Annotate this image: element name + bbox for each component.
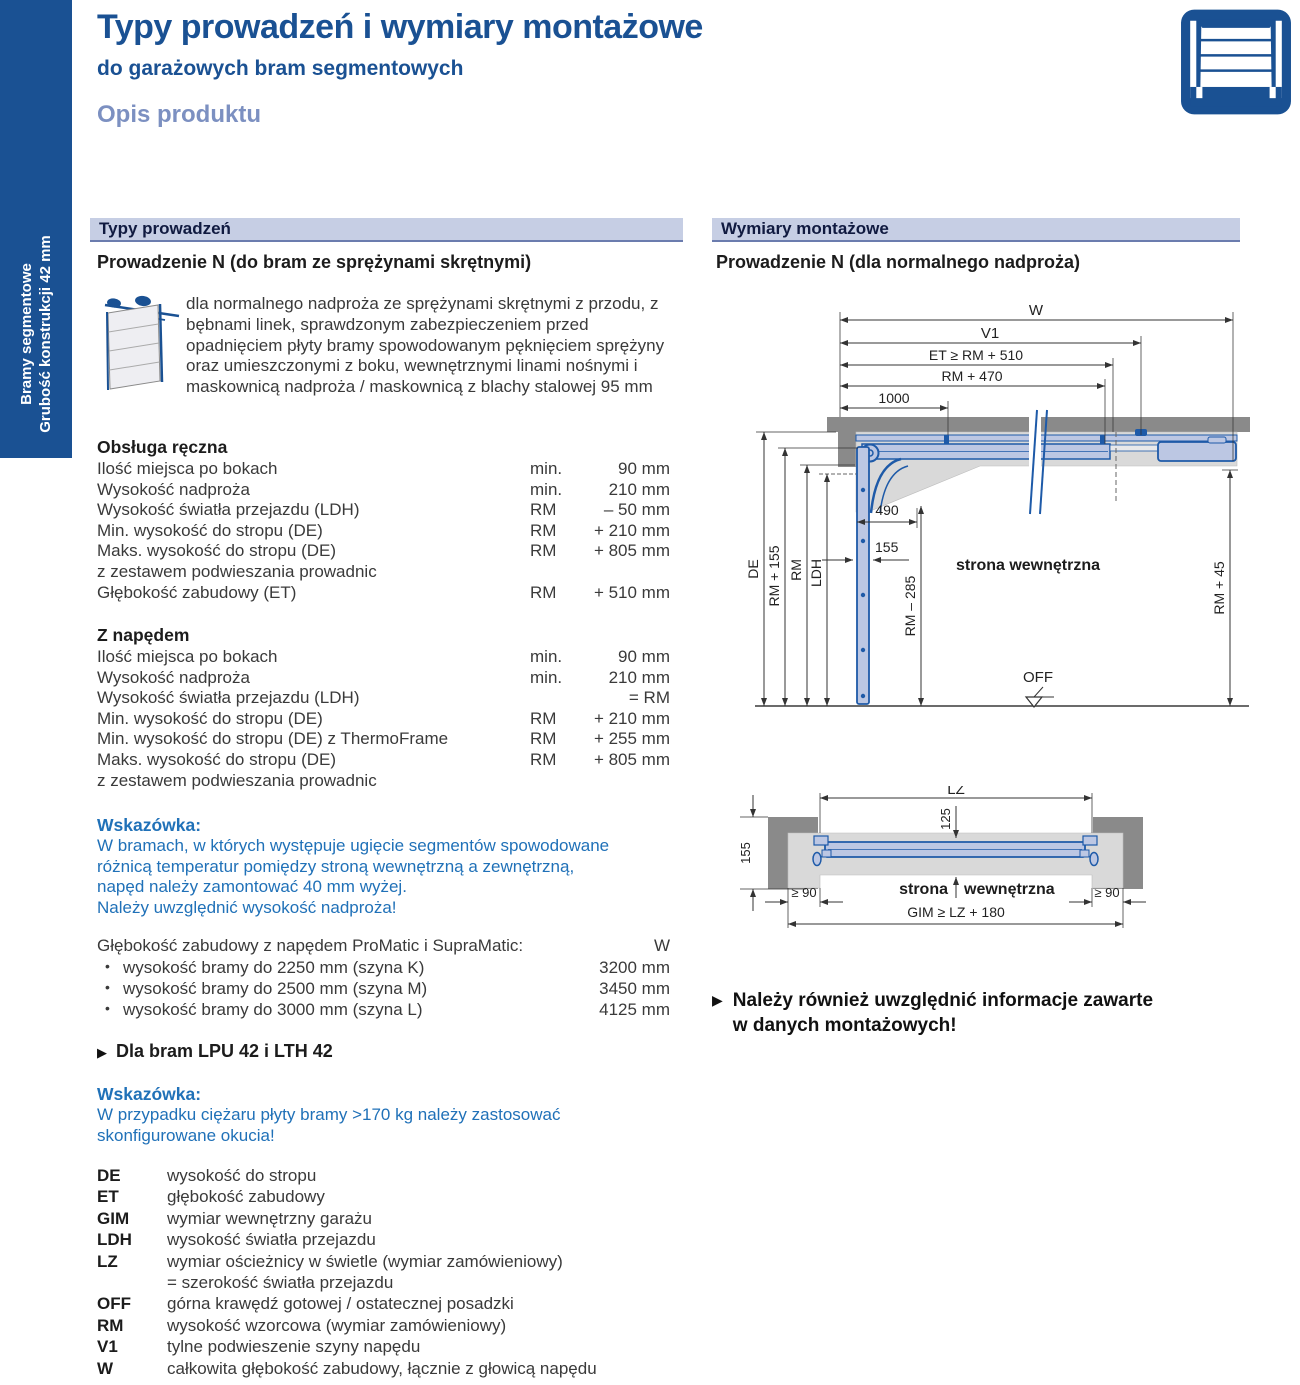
- hint-line: Należy uwzględnić wysokość nadproża!: [97, 897, 397, 917]
- legend-row: [97, 1358, 677, 1379]
- item-value: 3200 mm: [599, 958, 670, 977]
- row-label: Wysokość światła przejazdu (LDH): [97, 688, 360, 708]
- legend-term: LZ: [97, 1251, 118, 1271]
- table-row: [97, 500, 670, 521]
- table-row: [97, 647, 670, 668]
- bullet-icon: •: [105, 958, 110, 974]
- row-ref: min.: [530, 647, 563, 666]
- with-drive-table: [97, 625, 670, 791]
- roller-left: [813, 853, 821, 866]
- installation-note: [712, 988, 1153, 1038]
- dim-label-v1: V1: [980, 325, 1000, 342]
- row-label: Maks. wysokość do stropu (DE): [97, 749, 337, 769]
- legend-row: [97, 1165, 677, 1186]
- sidebar-vertical-text: [0, 0, 72, 458]
- legend-term: LDH: [97, 1230, 132, 1250]
- end-bracket-right: [1083, 836, 1097, 845]
- dim-label-et: ET ≥ RM + 510: [928, 347, 1024, 363]
- dim-label-w: W: [1028, 302, 1044, 319]
- list-item: [97, 958, 670, 979]
- row-value: = RM: [628, 688, 670, 708]
- table-row: [97, 729, 670, 750]
- hint-line: W bramach, w których występuje ugięcie segmentów spowodowane: [97, 836, 610, 855]
- row-value: 90 mm: [618, 459, 670, 478]
- legend-term: RM: [97, 1315, 124, 1335]
- list-item: [97, 979, 670, 1000]
- row-ref: min.: [530, 667, 563, 687]
- table-row: [97, 541, 670, 562]
- row-ref: min.: [530, 459, 563, 478]
- row-ref: RM: [530, 582, 557, 602]
- row-value: 210 mm: [608, 479, 670, 499]
- row-label: Wysokość nadproża: [97, 667, 250, 687]
- dim-label-155: 155: [738, 842, 753, 864]
- legend-desc: tylne podwieszenie szyny napędu: [167, 1337, 421, 1357]
- row-ref: RM: [530, 749, 557, 769]
- off-label: OFF: [1023, 669, 1053, 686]
- row-label: Wysokość światła przejazdu (LDH): [97, 500, 360, 520]
- dim-label-de: DE: [745, 559, 761, 579]
- plan-view-diagram: [710, 786, 1250, 951]
- note-line-2: w danych montażowych!: [732, 1015, 957, 1036]
- inside-label-right: wewnętrzna: [964, 881, 1055, 898]
- legend-row: [97, 1293, 677, 1314]
- row-value: + 210 mm: [593, 520, 670, 540]
- row-value: + 805 mm: [593, 749, 670, 769]
- drive-motor-head: [1158, 442, 1236, 461]
- table-row: [97, 709, 670, 730]
- legend-term: W: [97, 1358, 114, 1378]
- page-subtitle: do garażowych bram segmentowych: [97, 57, 464, 80]
- item-label: wysokość bramy do 3000 mm (szyna L): [123, 1000, 423, 1019]
- table-row: [97, 688, 670, 709]
- note-line-1: Należy również uwzględnić informacje zawarte: [732, 990, 1154, 1011]
- hint-block-1: [97, 814, 670, 918]
- right-heading: Prowadzenie N (dla normalnego nadproża): [716, 252, 1081, 272]
- triangle-right-icon: ▶: [712, 992, 723, 1008]
- legend-desc: całkowita głębokość zabudowy, łącznie z głowicą napędu: [167, 1358, 597, 1378]
- dim-label-490: 490: [875, 502, 899, 518]
- sidebar-line-1: Bramy segmentowe: [18, 263, 35, 405]
- row-ref: RM: [530, 541, 557, 561]
- legend-desc: wysokość światła przejazdu: [167, 1230, 376, 1250]
- row-ref: RM: [530, 520, 557, 540]
- row-value: + 805 mm: [593, 541, 670, 561]
- bullet-icon: •: [105, 1000, 110, 1016]
- legend-desc: głębokość zabudowy: [167, 1187, 325, 1207]
- row-label: z zestawem podwieszania prowadnic: [97, 770, 377, 790]
- left-heading: Prowadzenie N (do bram ze sprężynami skrętnymi): [97, 252, 532, 272]
- manual-title: Obsługa ręczna: [97, 437, 228, 457]
- hinge-right: [1080, 850, 1089, 857]
- hint-title: Wskazówka:: [97, 815, 202, 835]
- list-item: [97, 1000, 670, 1021]
- legend-desc-line2: = szerokość światła przejazdu: [167, 1273, 394, 1293]
- legend-term: GIM: [97, 1208, 130, 1228]
- legend-desc: wymiar wewnętrzny garażu: [167, 1208, 373, 1228]
- roller-right: [1090, 853, 1098, 866]
- row-label: Głębokość zabudowy (ET): [97, 582, 297, 602]
- for-doors-text: Dla bram LPU 42 i LTH 42: [116, 1041, 333, 1061]
- note-text: [733, 988, 1153, 1038]
- table-row: [97, 459, 670, 480]
- table-row: [97, 668, 670, 689]
- row-value: + 210 mm: [593, 708, 670, 728]
- door-panel: [857, 447, 869, 704]
- sidebar-line-2: Grubość konstrukcji 42 mm: [37, 235, 54, 433]
- rail-to-motor: [1110, 445, 1160, 451]
- row-label: Min. wysokość do stropu (DE): [97, 520, 323, 540]
- item-label: wysokość bramy do 2500 mm (szyna M): [123, 979, 428, 998]
- depth-header-label: Głębokość zabudowy z napędem ProMatic i SupraMatic:: [97, 936, 524, 955]
- drive-title: Z napędem: [97, 625, 190, 645]
- hint-line: skonfigurowane okucia!: [97, 1125, 275, 1145]
- garage-door-brand-icon: [1180, 8, 1292, 121]
- page-title: Typy prowadzeń i wymiary montażowe: [97, 8, 703, 46]
- dim-label-rm470: RM + 470: [941, 368, 1003, 384]
- hint-title: Wskazówka:: [97, 1084, 202, 1104]
- panel-header-left: Typy prowadzeń: [90, 218, 683, 242]
- sidebar-tab: [0, 0, 72, 458]
- row-label: Min. wysokość do stropu (DE): [97, 708, 323, 728]
- dim-label-rm285: RM – 285: [902, 575, 918, 637]
- table-row: [97, 750, 670, 771]
- section-label: Opis produktu: [97, 101, 261, 128]
- row-label: Ilość miejsca po bokach: [97, 459, 278, 478]
- legend-row: [97, 1186, 677, 1207]
- row-label: Wysokość nadproża: [97, 479, 250, 499]
- intro-paragraph: dla normalnego nadproża ze sprężynami skrętnymi z przodu, z bębnami linek, sprawdzonym zabezpieczeniem przed opadnięciem płyty bramy spowodowanym pęknięciem sprężyny oraz umieszczonymi z boku, wewnętrznymi linami nośnymi i maskownicą nadproża / maskownicą z blachy stalowej 95 mm: [186, 294, 665, 397]
- table-row: [97, 771, 670, 792]
- legend-desc: górna krawędź gotowej / ostatecznej posadzki: [167, 1294, 514, 1314]
- hint-line: napęd należy zamontować 40 mm wyżej.: [97, 877, 407, 897]
- row-value: 210 mm: [608, 667, 670, 687]
- legend-desc: wysokość wzorcowa (wymiar zamówieniowy): [167, 1315, 507, 1335]
- depth-header: [97, 936, 670, 958]
- row-value: + 510 mm: [593, 582, 670, 602]
- end-bracket-left: [814, 836, 828, 845]
- dim-label-125: 125: [938, 808, 953, 830]
- row-label: Maks. wysokość do stropu (DE): [97, 541, 337, 561]
- hint-line: różnicą temperatur pomiędzy stroną wewnętrzną a zewnętrzną,: [97, 856, 575, 876]
- panel-header-right: Wymiary montażowe: [712, 218, 1240, 242]
- row-label: Min. wysokość do stropu (DE) z ThermoFrame: [97, 729, 449, 749]
- table-row: [97, 583, 670, 604]
- sectional-door-icon: [99, 292, 181, 411]
- row-value: 90 mm: [618, 647, 670, 666]
- dim-label-rm: RM: [788, 559, 804, 581]
- row-value: + 255 mm: [593, 729, 670, 749]
- motor-detail: [1208, 437, 1226, 443]
- table-row: [97, 521, 670, 542]
- inside-label: strona wewnętrzna: [955, 557, 1101, 574]
- item-value: 4125 mm: [599, 1000, 670, 1019]
- item-value: 3450 mm: [599, 979, 670, 998]
- legend-desc: wysokość do stropu: [167, 1166, 317, 1185]
- triangle-right-icon: ▶: [97, 1045, 107, 1060]
- row-label: z zestawem podwieszania prowadnic: [97, 561, 377, 581]
- for-doors-line: [97, 1041, 333, 1062]
- dim-label-155: 155: [875, 539, 899, 555]
- table-row: [97, 480, 670, 501]
- row-ref: RM: [530, 708, 557, 728]
- legend-row: [97, 1208, 677, 1229]
- bullet-icon: •: [105, 979, 110, 995]
- dim-label-ge90-left: ≥ 90: [791, 885, 817, 900]
- legend-term: V1: [97, 1337, 118, 1357]
- dim-label-gim: GIM ≥ LZ + 180: [907, 904, 1005, 920]
- hinge-left: [822, 850, 831, 857]
- legend-row: [97, 1251, 677, 1294]
- legend-desc: [167, 1251, 677, 1294]
- row-ref: RM: [530, 500, 557, 520]
- depth-header-unit: W: [653, 936, 670, 955]
- legend-row: [97, 1229, 677, 1250]
- hint-line: W przypadku ciężaru płyty bramy >170 kg należy zastosować: [97, 1105, 561, 1124]
- installation-depth-list: [97, 936, 670, 1021]
- row-label: Ilość miejsca po bokach: [97, 647, 278, 666]
- legend-row: [97, 1336, 677, 1357]
- dim-label-rm155: RM + 155: [766, 545, 782, 607]
- lintel-block: [838, 417, 856, 467]
- dim-label-rm45: RM + 45: [1211, 561, 1227, 615]
- legend-term: DE: [97, 1166, 121, 1185]
- legend-term: OFF: [97, 1294, 131, 1314]
- dim-label-1000: 1000: [878, 390, 910, 406]
- legend-desc-line1: wymiar ościeżnicy w świetle (wymiar zamówieniowy): [167, 1251, 563, 1271]
- operator-rail: [856, 435, 1237, 441]
- manual-operation-table: [97, 437, 670, 603]
- table-row: [97, 562, 670, 583]
- hint-block-2: [97, 1083, 670, 1146]
- side-view-diagram: [710, 298, 1250, 723]
- row-ref: RM: [530, 729, 557, 749]
- legend-row: [97, 1315, 677, 1336]
- inside-label-left: strona: [899, 881, 948, 898]
- dim-label-ldh: LDH: [808, 558, 824, 588]
- row-ref: min.: [530, 479, 563, 499]
- legend-term: ET: [97, 1187, 119, 1207]
- abbreviation-legend: [97, 1165, 677, 1379]
- row-value: – 50 mm: [603, 500, 670, 520]
- dim-label-lz: LZ: [947, 786, 965, 798]
- item-label: wysokość bramy do 2250 mm (szyna K): [123, 958, 425, 977]
- dim-label-ge90-right: ≥ 90: [1094, 885, 1120, 900]
